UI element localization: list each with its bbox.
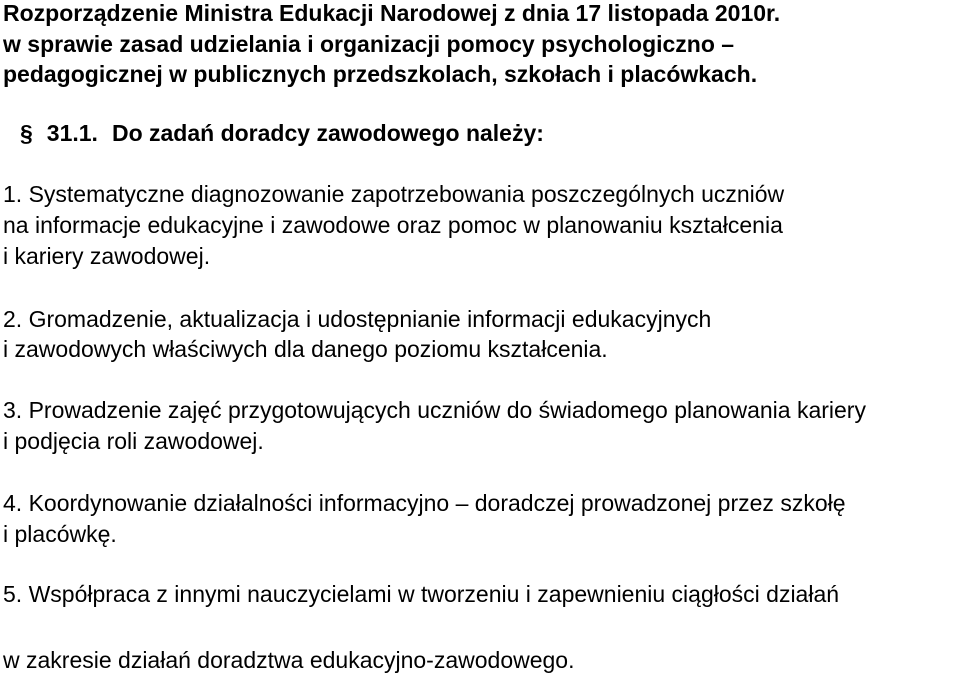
header-line-3: pedagogicznej w publicznych przedszkolach, szkołach i placówkach. [3,61,758,87]
section-number: 31.1. [46,120,98,146]
item-1-line-3: i kariery zawodowej. [3,243,211,269]
item-4-line-1: 4. Koordynowanie działalności informacyjno – doradczej prowadzonej przez szkołę [3,490,846,516]
item-5-line-1: 5. Współpraca z innymi nauczycielami w tworzeniu i zapewnieniu ciągłości działań [3,581,840,607]
item-1-line-1: 1. Systematyczne diagnozowanie zapotrzebowania poszczególnych uczniów [3,181,785,207]
item-3-line-2: i podjęcia roli zawodowej. [3,428,264,454]
header-line-1: Rozporządzenie Ministra Edukacji Narodowej z dnia 17 listopada 2010r. [3,0,781,26]
section-heading [20,120,544,146]
section-symbol: § [20,120,33,146]
section-title: Do zadań doradcy zawodowego należy: [111,120,544,146]
item-5-line-2: w zakresie działań doradztwa edukacyjno-zawodowego. [3,647,575,673]
header-line-2: w sprawie zasad udzielania i organizacji pomocy psychologiczno – [3,31,735,57]
item-2-line-1: 2. Gromadzenie, aktualizacja i udostępnianie informacji edukacyjnych [3,306,712,332]
item-4-line-2: i placówkę. [3,521,117,547]
item-1-line-2: na informacje edukacyjne i zawodowe oraz pomoc w planowaniu kształcenia [3,212,783,238]
item-3-line-1: 3. Prowadzenie zajęć przygotowujących uczniów do świadomego planowania kariery [3,397,866,423]
item-2-line-2: i zawodowych właściwych dla danego poziomu kształcenia. [3,336,608,362]
